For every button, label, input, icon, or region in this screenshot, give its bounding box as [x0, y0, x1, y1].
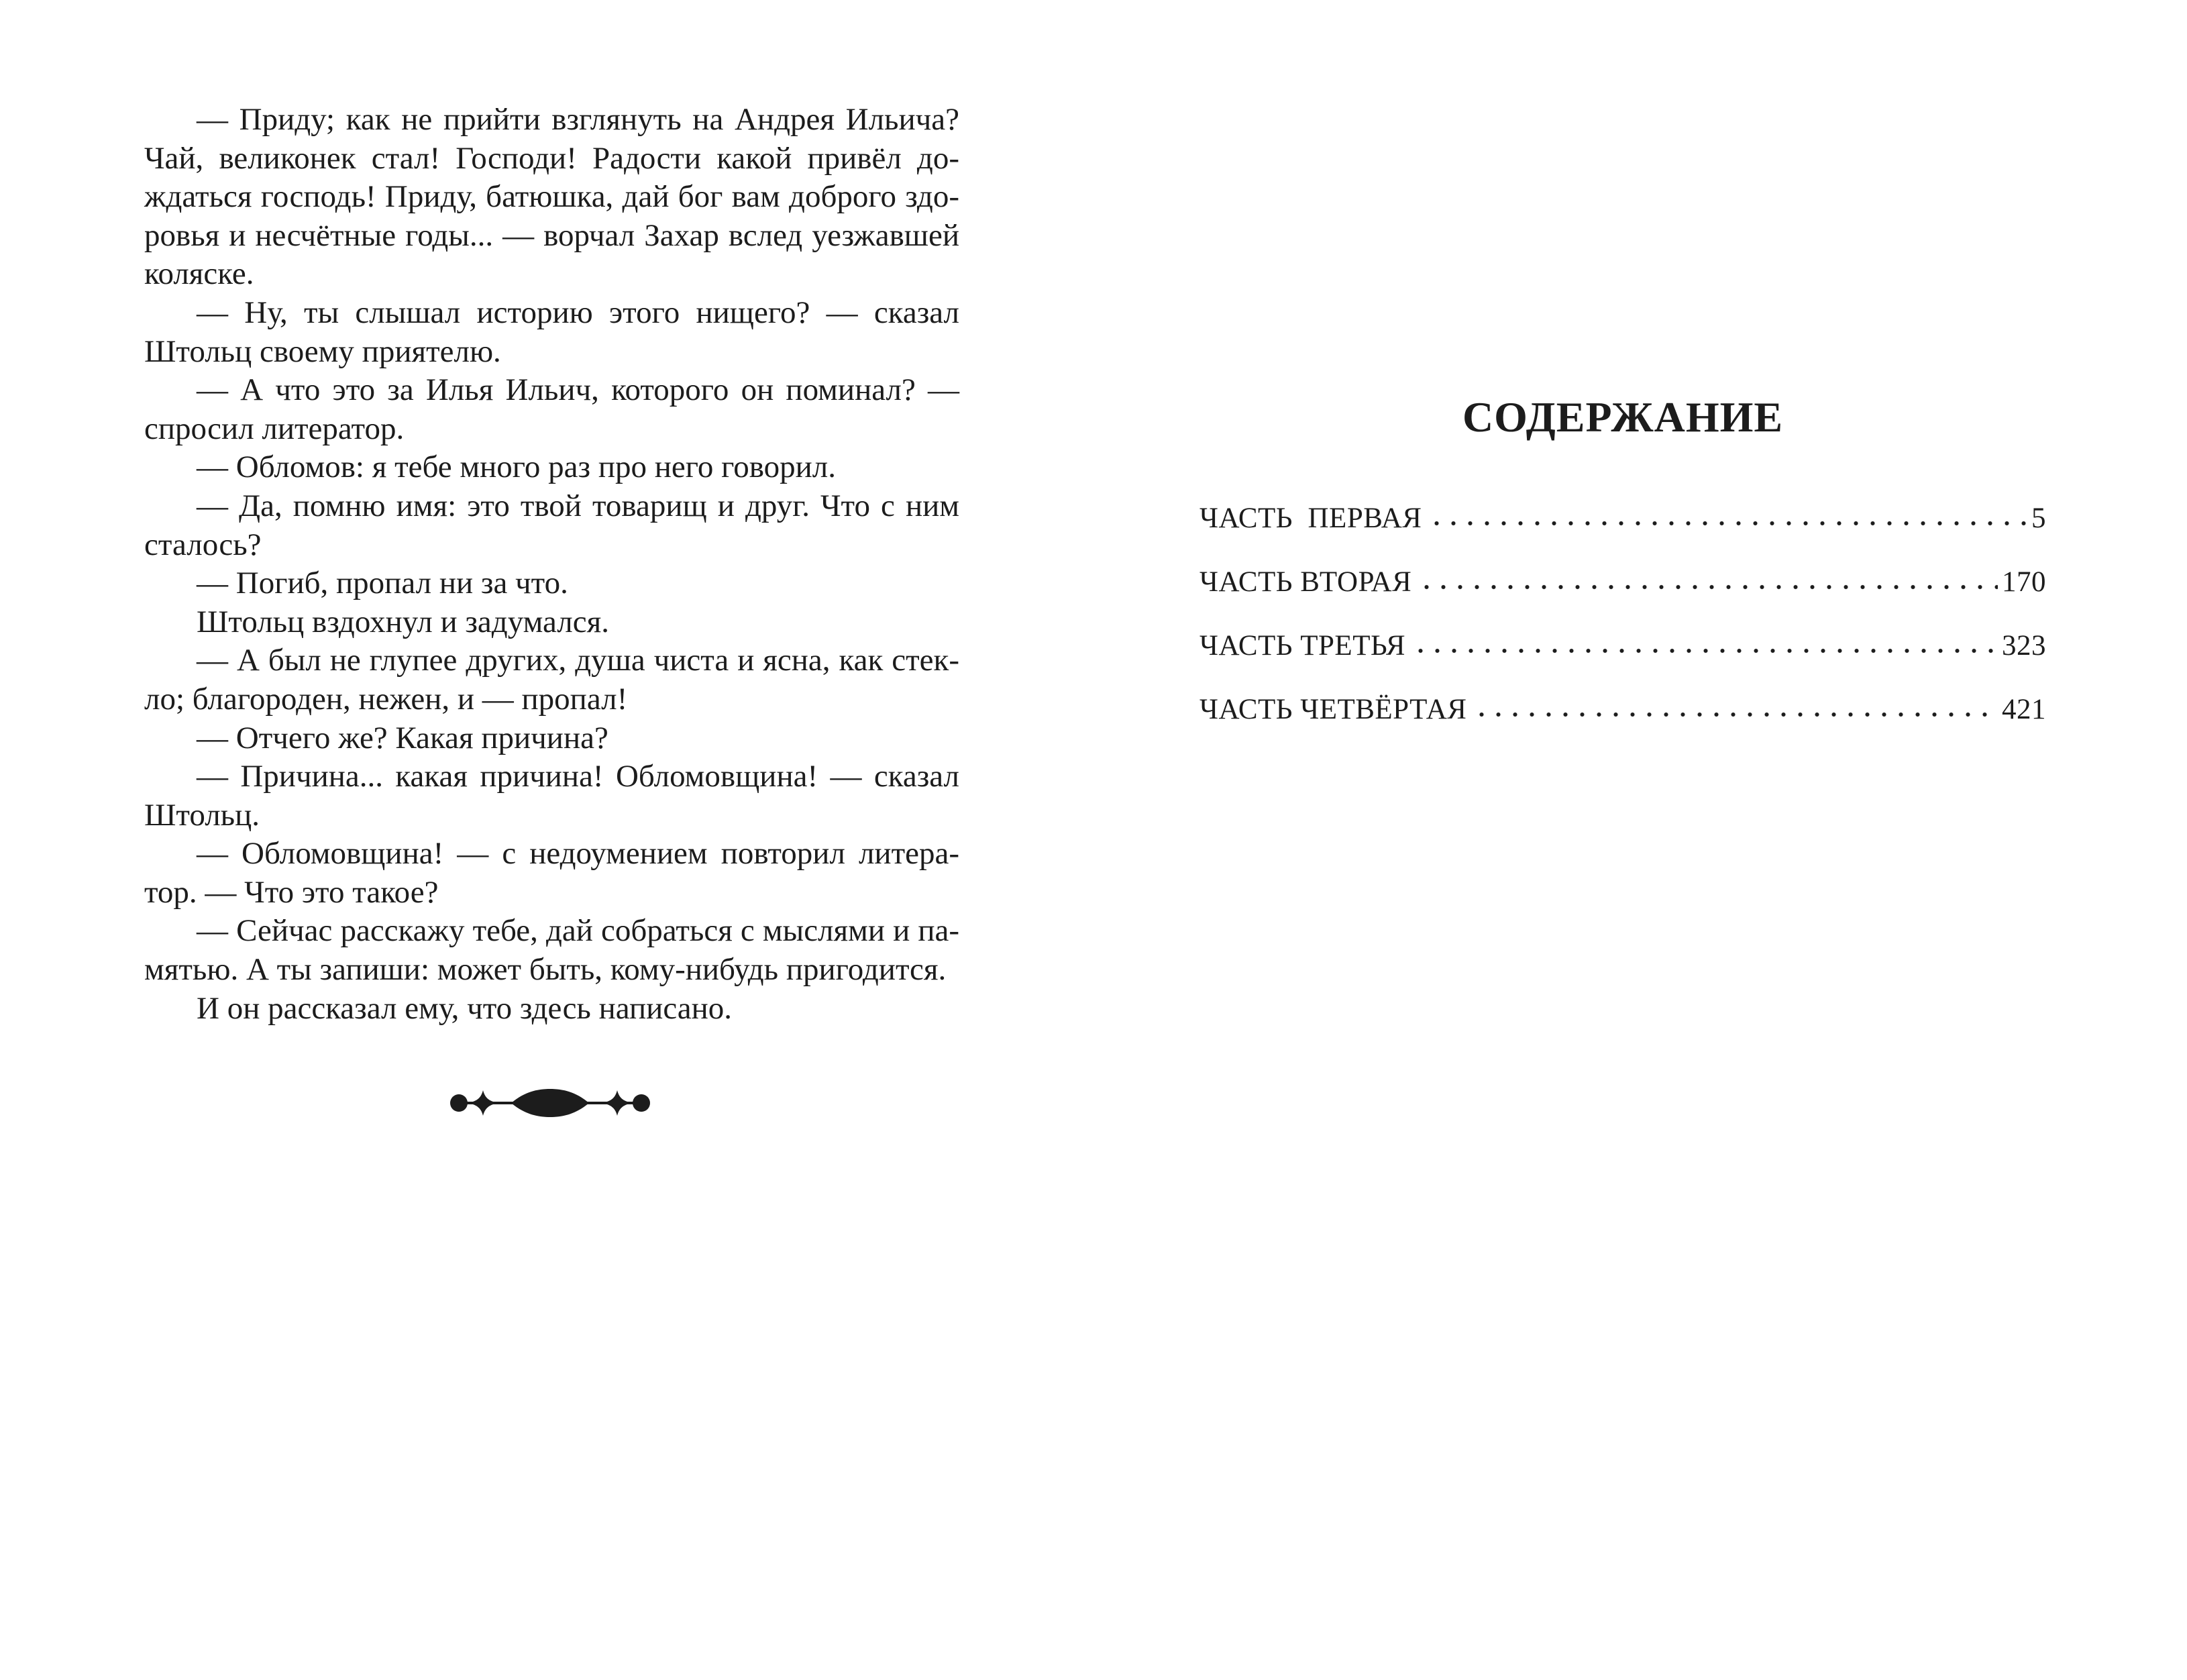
text-line: И он рассказал ему, что здесь написано.	[197, 990, 733, 1026]
section-divider-ornament	[449, 1088, 651, 1118]
text-line: — Причина... какая причина! Обломовщина! — сказал	[197, 759, 959, 794]
toc-row	[1199, 562, 2046, 602]
text-line: — Сейчас расскажу тебе, дай собраться с мыслями и па-	[197, 913, 959, 949]
text-line: — Погиб, пропал ни за что.	[197, 566, 568, 601]
toc-entry-label: ЧАСТЬ ВТОРАЯ	[1199, 566, 1412, 598]
toc-dots-leader	[1412, 645, 1998, 655]
toc-row	[1199, 498, 2046, 539]
text-line: — Обломов: я тебе много раз про него говорил.	[197, 450, 836, 485]
text-line: Штольц вздохнул и задумался.	[197, 604, 609, 639]
toc-page-number: 421	[2002, 694, 2046, 725]
text-line: спросил литератор.	[144, 411, 405, 446]
text-line: — А был не глупее других, душа чиста и ясна, как стек-	[197, 643, 959, 678]
text-line: — Да, помню имя: это твой товарищ и друг. Что с ним	[197, 488, 959, 523]
toc-page-number: 323	[2002, 630, 2046, 662]
toc-row	[1199, 626, 2046, 666]
text-line: — Обломовщина! — с недоумением повторил литера-	[197, 836, 959, 872]
toc-dots-leader	[1473, 709, 1998, 719]
body-text	[144, 101, 959, 1028]
text-line: тор. — Что это такое?	[144, 874, 439, 910]
text-line: Штольц своему приятелю.	[144, 333, 501, 369]
text-line: коляске.	[144, 256, 254, 292]
toc-heading: СОДЕРЖАНИЕ	[1462, 393, 1784, 441]
toc-dots-leader	[1428, 518, 2027, 527]
text-line: Штольц.	[144, 797, 260, 833]
toc-entry-label: ЧАСТЬ ПЕРВАЯ	[1199, 503, 1422, 534]
text-line: ло; благороден, нежен, и — пропал!	[144, 681, 628, 717]
text-line: ровья и несчётные годы... — ворчал Захар вслед уезжавшей	[144, 217, 959, 253]
text-line: мятью. А ты запиши: может быть, кому-нибудь пригодится.	[144, 952, 947, 988]
text-line: — Ну, ты слышал историю этого нищего? — сказал	[197, 295, 959, 330]
text-line: ждаться господь! Приду, батюшка, дай бог вам доброго здо-	[144, 179, 959, 215]
toc-dots-leader	[1418, 582, 1998, 591]
text-line: — Приду; как не прийти взглянуть на Андрея Ильича?	[197, 102, 959, 137]
toc-row	[1199, 690, 2046, 730]
toc-entry-label: ЧАСТЬ ЧЕТВЁРТАЯ	[1199, 694, 1467, 725]
toc-page-number: 5	[2031, 503, 2046, 534]
text-line: сталось?	[144, 527, 262, 562]
toc-page-number: 170	[2002, 566, 2046, 598]
text-line: Чай, великонек стал! Господи! Радости какой привёл до-	[144, 140, 959, 176]
text-line: — А что это за Илья Ильич, которого он поминал? —	[197, 372, 959, 408]
toc-entry-label: ЧАСТЬ ТРЕТЬЯ	[1199, 630, 1406, 662]
text-line: — Отчего же? Какая причина?	[197, 720, 608, 755]
